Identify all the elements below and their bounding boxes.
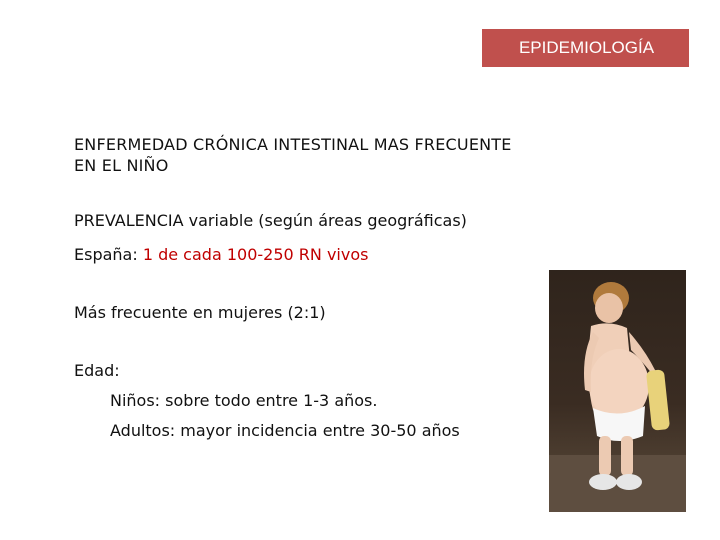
spain-line	[74, 244, 368, 266]
face-shape	[595, 293, 623, 323]
right-shoe-shape	[616, 474, 642, 490]
age-children: Niños: sobre todo entre 1-3 años.	[110, 391, 378, 410]
child-photo	[549, 270, 686, 512]
slide-title-badge: EPIDEMIOLOGÍA	[482, 29, 689, 67]
spain-label: España:	[74, 245, 143, 264]
women-text: Más frecuente en mujeres (2:1)	[74, 303, 326, 322]
left-shoe-shape	[589, 474, 617, 490]
right-leg-shape	[621, 436, 633, 476]
slide-heading	[74, 134, 654, 176]
age-adults: Adultos: mayor incidencia entre 30-50 años	[110, 421, 460, 440]
left-leg-shape	[599, 436, 611, 476]
child-illustration	[549, 270, 686, 512]
heading-line-2: EN EL NIÑO	[74, 156, 169, 175]
arm-cast-shape	[646, 369, 670, 431]
prevalence-text: PREVALENCIA variable (según áreas geográficas)	[74, 211, 467, 230]
heading-line-1: ENFERMEDAD CRÓNICA INTESTINAL MAS FRECUENTE	[74, 135, 512, 154]
spain-value: 1 de cada 100-250 RN vivos	[142, 245, 369, 264]
age-label: Edad:	[74, 361, 120, 380]
